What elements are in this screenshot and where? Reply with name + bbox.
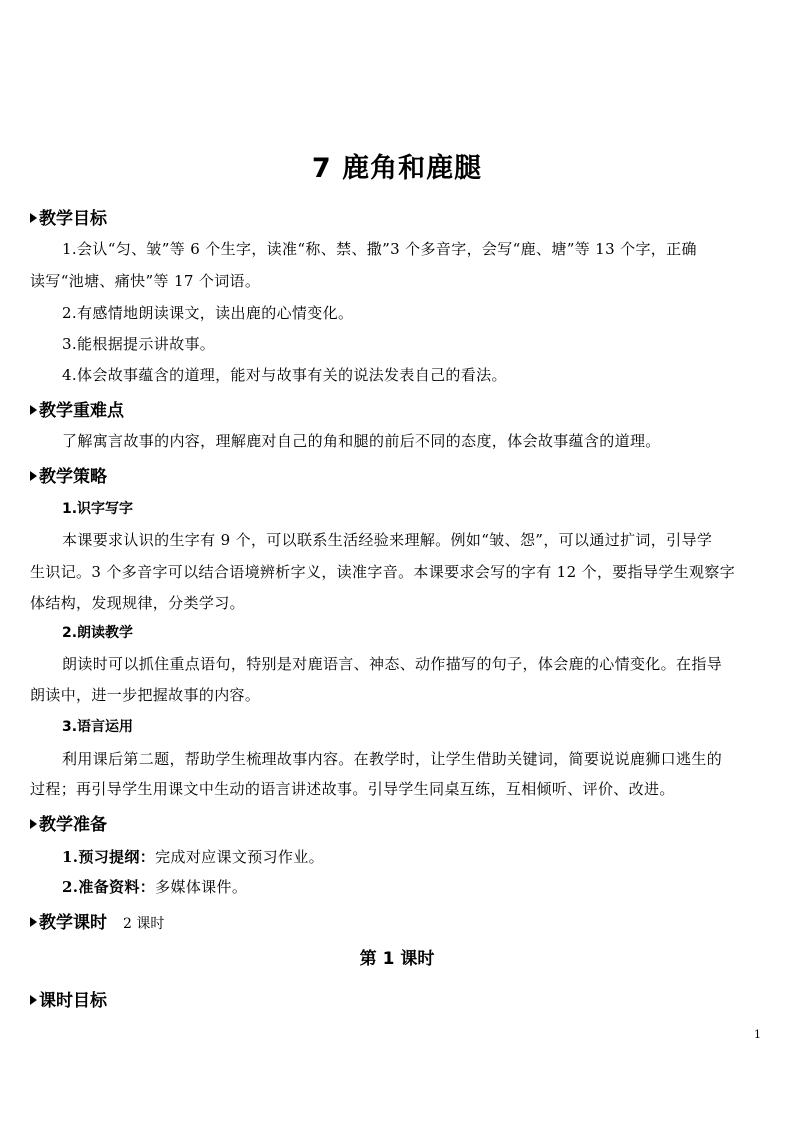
triangle-bullet-icon xyxy=(30,819,37,829)
strategy-1-title: 1.识字写字 xyxy=(62,501,134,517)
strategy-1-line-2: 生识记。3 个多音字可以结合语境辨析字义，读准字音。本课要求会写的字有 12 个，要指导学生观察字 xyxy=(30,563,736,581)
triangle-bullet-icon xyxy=(30,917,37,927)
prep-item-2-label: 2.准备资料： xyxy=(62,878,156,896)
strategy-2-line-2: 朗读中，进一步把握故事的内容。 xyxy=(30,686,261,704)
strategy-1-line-3: 体结构，发现规律，分类学习。 xyxy=(30,594,245,612)
triangle-bullet-icon xyxy=(30,213,37,223)
lesson-goal-heading xyxy=(30,986,107,1011)
lesson-goal-heading-text: 课时目标 xyxy=(39,991,107,1011)
goal-item-1-line-2: 读写“池塘、痛快”等 17 个词语。 xyxy=(30,272,261,290)
hours-heading xyxy=(30,908,164,933)
goals-heading xyxy=(30,204,107,229)
prep-item-1-label: 1.预习提纲： xyxy=(62,848,156,866)
prep-heading-text: 教学准备 xyxy=(39,815,107,835)
goal-item-4: 4.体会故事蕴含的道理，能对与故事有关的说法发表自己的看法。 xyxy=(62,366,507,384)
difficulty-text: 了解寓言故事的内容，理解鹿对自己的角和腿的前后不同的态度，体会故事蕴含的道理。 xyxy=(62,432,661,450)
difficulty-heading xyxy=(30,396,124,421)
triangle-bullet-icon xyxy=(30,405,37,415)
strategy-3-line-1: 利用课后第二题，帮助学生梳理故事内容。在教学时，让学生借助关键词，简要说说鹿狮口逃生的 xyxy=(62,750,723,768)
prep-item-2 xyxy=(62,876,247,897)
prep-item-1 xyxy=(62,846,324,867)
goal-item-1-line-1: 1.会认“匀、皱”等 6 个生字，读准“称、禁、撒”3 个多音字，会写“鹿、塘”等 13 个字，正确 xyxy=(62,240,697,258)
strategy-2-title: 2.朗读教学 xyxy=(62,625,134,641)
page-number: 1 xyxy=(754,1028,761,1041)
goal-item-3: 3.能根据提示讲故事。 xyxy=(62,335,216,353)
strategy-1-line-1: 本课要求认识的生字有 9 个，可以联系生活经验来理解。例如“皱、怨”，可以通过扩词，引导学 xyxy=(62,531,713,549)
strategy-3-title: 3.语言运用 xyxy=(62,719,134,735)
document-title: 7 鹿角和鹿腿 xyxy=(311,153,483,184)
lesson-title: 第 1 课时 xyxy=(359,949,435,969)
triangle-bullet-icon xyxy=(30,471,37,481)
hours-value: 2 课时 xyxy=(123,916,165,932)
goal-item-2: 2.有感情地朗读课文，读出鹿的心情变化。 xyxy=(62,304,354,322)
difficulty-heading-text: 教学重难点 xyxy=(39,401,124,421)
strategy-2-line-1: 朗读时可以抓住重点语句，特别是对鹿语言、神态、动作描写的句子，体会鹿的心情变化。在指导 xyxy=(62,655,723,673)
strategy-heading-text: 教学策略 xyxy=(39,467,107,487)
triangle-bullet-icon xyxy=(30,995,37,1005)
prep-item-1-text: 完成对应课文预习作业。 xyxy=(155,848,324,866)
strategy-3-line-2: 过程；再引导学生用课文中生动的语言讲述故事。引导学生同桌互练，互相倾听、评价、改进。 xyxy=(30,780,675,798)
strategy-heading xyxy=(30,462,107,487)
hours-heading-text: 教学课时 xyxy=(39,913,107,933)
prep-item-2-text: 多媒体课件。 xyxy=(155,878,248,896)
goals-heading-text: 教学目标 xyxy=(39,209,107,229)
prep-heading xyxy=(30,810,107,835)
